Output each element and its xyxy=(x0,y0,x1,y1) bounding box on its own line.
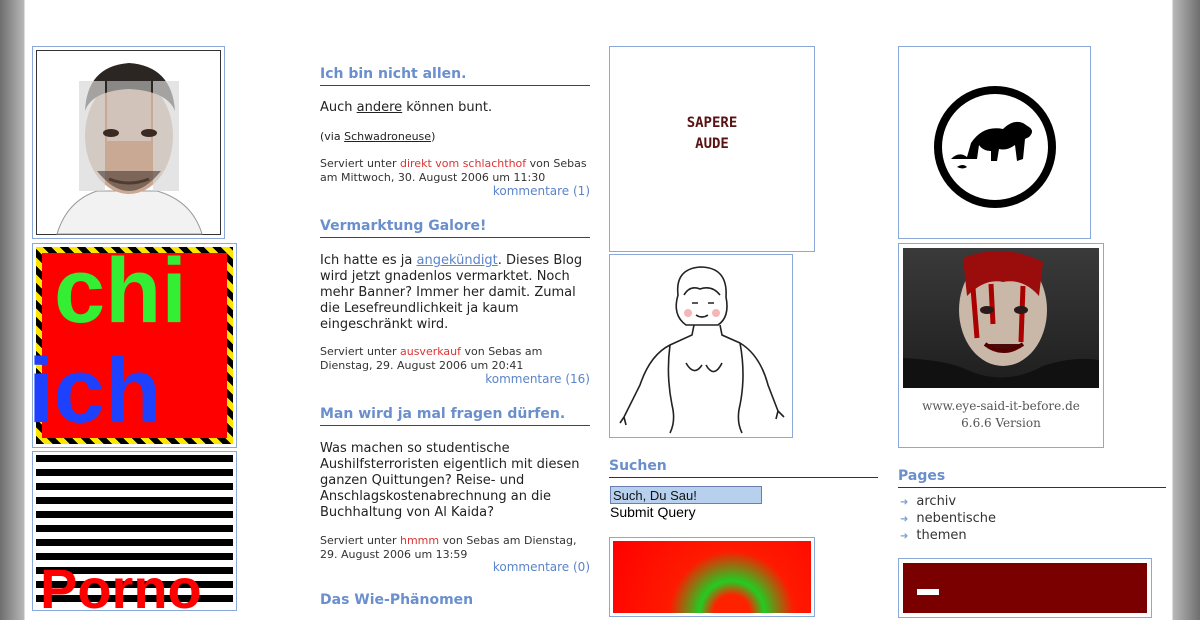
post-title[interactable]: Ich bin nicht allen. xyxy=(320,66,590,86)
search-input[interactable] xyxy=(610,486,762,504)
pages-section-title: Pages xyxy=(898,468,1166,488)
meta-text: von Sebas am Mittwoch, 30. August 2006 um 11:30 xyxy=(320,157,587,184)
search-section-title: Suchen xyxy=(609,458,878,478)
zombie-image xyxy=(903,248,1099,388)
post-body xyxy=(320,253,590,333)
via-text: ) xyxy=(431,130,436,143)
chi-ich-banner-frame xyxy=(28,240,237,448)
zombie-face-icon xyxy=(903,248,1099,388)
category-link[interactable]: direkt vom schlachthof xyxy=(399,157,527,170)
banner-text-porno: Porno xyxy=(40,557,202,620)
post-title-next[interactable]: Das Wie-Phänomen xyxy=(320,592,474,608)
pooping-dog-icon xyxy=(899,47,1090,238)
porno-banner-frame xyxy=(32,451,237,620)
comments-link[interactable]: kommentare (0) xyxy=(492,560,590,574)
comments-link[interactable]: kommentare (16) xyxy=(485,372,590,386)
via-text: (via xyxy=(320,130,345,143)
gradient-image xyxy=(613,541,811,613)
pages-list xyxy=(900,494,996,545)
post-text: Ich hatte es ja xyxy=(320,253,417,268)
avatar[interactable] xyxy=(36,50,221,235)
post-title[interactable]: Man wird ja mal fragen dürfen. xyxy=(320,406,590,426)
sapere-aude-text xyxy=(610,113,814,155)
pages-item[interactable] xyxy=(900,528,996,545)
sapere-line: SAPERE xyxy=(686,115,738,131)
meta-text: Serviert unter xyxy=(320,345,400,358)
post-meta xyxy=(320,345,590,373)
pages-item-label: nebentische xyxy=(916,511,996,526)
eye-version-text: 6.6.6 Version xyxy=(961,416,1041,430)
meta-text: von Sebas am Dienstag, 29. August 2006 um 13:59 xyxy=(320,534,577,561)
pages-item-label: themen xyxy=(916,528,967,543)
gradient-banner[interactable] xyxy=(609,537,815,617)
meta-text: von Sebas am Dienstag, 29. August 2006 um 20:41 xyxy=(320,345,543,372)
sketch-woman-image xyxy=(610,255,792,437)
banner-text-ich: ich xyxy=(28,340,161,442)
pages-item-label: archiv xyxy=(916,494,957,509)
comments-link[interactable]: kommentare (1) xyxy=(492,184,590,198)
via-link[interactable]: Schwadroneuse xyxy=(344,130,432,143)
dog-logo-banner[interactable] xyxy=(898,46,1091,239)
pages-item[interactable] xyxy=(900,494,996,511)
post-text: können bunt. xyxy=(402,100,493,115)
arrow-icon: ➜ xyxy=(900,514,909,525)
eye-said-it-before-banner[interactable] xyxy=(898,243,1104,448)
avatar-frame xyxy=(32,46,225,239)
chi-ich-banner[interactable] xyxy=(28,240,233,444)
post-body: Was machen so studentische Aushilfsterroristen eigentlich mit diesen ganzen Quittungen? Reise- und Anschlagskostenabrechnung an die Buchhaltung von Al Kaida? xyxy=(320,441,580,520)
post-link[interactable]: angekündigt xyxy=(416,253,498,268)
bottom-right-banner[interactable] xyxy=(898,558,1152,618)
drawing-banner[interactable] xyxy=(609,254,793,438)
category-link[interactable]: hmmm xyxy=(399,534,440,547)
meta-text: Serviert unter xyxy=(320,157,400,170)
banner-text-chi: chi xyxy=(54,240,187,342)
post-text: Auch xyxy=(320,100,357,115)
eye-url-text: www.eye-said-it-before.de xyxy=(922,399,1080,413)
sapere-aude-banner[interactable] xyxy=(609,46,815,252)
submit-query-button[interactable]: Submit Query xyxy=(610,504,696,520)
post-meta xyxy=(320,157,590,185)
post-body xyxy=(320,100,590,116)
meta-text: Serviert unter xyxy=(320,534,400,547)
arrow-icon: ➜ xyxy=(900,531,909,542)
via-line xyxy=(320,129,590,145)
porno-banner[interactable] xyxy=(36,455,233,620)
post-title[interactable]: Vermarktung Galore! xyxy=(320,218,590,238)
aude-line: AUDE xyxy=(695,136,729,152)
category-link[interactable]: ausverkauf xyxy=(399,345,461,358)
arrow-icon: ➜ xyxy=(900,497,909,508)
post-meta xyxy=(320,534,590,562)
pages-item[interactable] xyxy=(900,511,996,528)
dark-red-banner-image xyxy=(903,563,1147,613)
post-link[interactable]: andere xyxy=(356,100,403,115)
post-text: . Dieses Blog wird jetzt gnadenlos vermarktet. Noch mehr Banner? Immer her damit. Zumal die Lesefreundlichkeit ja kaum eingeschränkt wird. xyxy=(320,253,583,332)
portrait-image xyxy=(37,51,220,234)
